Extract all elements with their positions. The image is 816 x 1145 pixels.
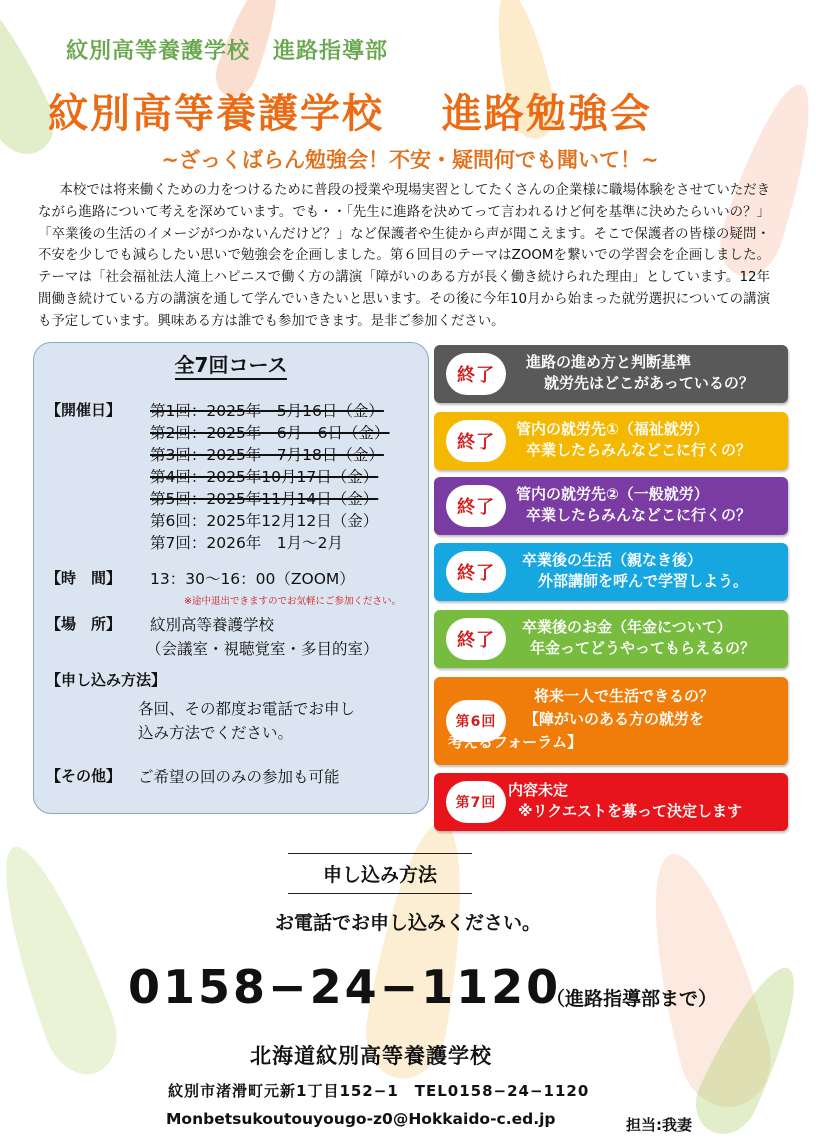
apply-heading: 申し込み方法	[288, 853, 472, 894]
session-7-badge: 第7回	[446, 781, 506, 823]
other-value: ご希望の回のみの参加も可能	[138, 768, 340, 786]
session-5-date: 第5回：2025年11月14日（金）	[150, 490, 379, 508]
apply-method-label: 【申し込み方法】	[46, 671, 167, 689]
session-1-panel	[434, 345, 788, 403]
apply-method-line2: 込み方法でください。	[138, 724, 294, 742]
session-4-date: 第4回：2025年10月17日（金）	[150, 468, 379, 486]
session-1-date: 第1回：2025年 5月16日（金）	[150, 402, 384, 420]
school-address: 紋別市渚滑町元新1丁目152−1 TEL0158−24−1120	[168, 1082, 590, 1100]
finished-badge: 終了	[446, 485, 506, 527]
phone-note: （進路指導部まで）	[546, 988, 718, 1010]
session-4-panel	[434, 543, 788, 601]
school-name: 北海道紋別高等養護学校	[250, 1044, 492, 1068]
phone-number[interactable]: 0158−24−1120	[128, 960, 562, 1014]
session-7-panel	[434, 773, 788, 831]
place-rooms: （会議室・視聴覚室・多目的室）	[146, 640, 379, 658]
course-title: 全7回コース	[34, 349, 428, 378]
session-7-date: 第7回：2026年 1月～2月	[150, 534, 344, 552]
apply-method-line1: 各回、その都度お電話でお申し	[138, 700, 356, 718]
staff-in-charge: 担当:我妻	[626, 1116, 692, 1134]
session-6-topic: 将来一人で生活できるの？ 【障がいのある方の就労を 考えるフォーラム】	[448, 687, 715, 751]
intro-paragraph: 本校では将来働くための力をつけるために普段の授業や現場実習としてたくさんの企業様に職場体験をさせていただきながら進路について考えを深めています。でも・・「先生に進路を決めてって言われるけど何を基準に決めたらいいの？」「卒業後の生活のイメージがつかないんだけど？」など保護者や生徒から声が聞こえます。そこで保護者の皆様の疑問・不安を少しでも減らしたい思いで勉強会を企画しました。第６回目のテーマはZOOMを繋いでの学習会を企画しました。テーマは「社会福祉法人滝上ハピニスで働く方の講演「障がいのある方が長く働き続けられた理由」としています。12年間働き続けている方の講演を通して学んでいきたいと思います。その後に今年10月から始まった就労選択についての講演も予定しています。興味ある方は誰でも参加できます。是非ご参加ください。	[38, 183, 770, 329]
contact-email[interactable]: Monbetsukoutouyougo-z0@Hokkaido-c.ed.jp	[166, 1110, 556, 1128]
session-6-badge: 第6回	[446, 700, 506, 742]
session-3-panel	[434, 477, 788, 535]
session-4-topic: 卒業後の生活（親なき後） 外部講師を呼んで学習しよう。	[522, 551, 749, 590]
place-label: 【場 所】	[46, 615, 122, 633]
finished-badge: 終了	[446, 353, 506, 395]
session-1-topic: 進路の進め方と判断基準 就労先はどこがあっているの？	[526, 353, 754, 392]
session-5-panel	[434, 610, 788, 668]
time-label: 【時 間】	[46, 569, 122, 587]
other-label: 【その他】	[46, 767, 122, 785]
page-title: 紋別高等養護学校 進路勉強会	[48, 91, 652, 137]
session-2-date: 第2回：2025年 6月 6日（金）	[150, 424, 390, 442]
session-2-topic: 管内の就労先①（福祉就労） 卒業したらみんなどこに行くの？	[516, 420, 752, 459]
session-7-topic: 内容未定 ※リクエストを募って決定します	[508, 781, 742, 820]
apply-instruction: お電話でお申し込みください。	[274, 912, 541, 934]
finished-badge: 終了	[446, 551, 506, 593]
page-subtitle: ~ざっくばらん勉強会！不安・疑問何でも聞いて！~	[161, 148, 659, 172]
session-5-topic: 卒業後のお金（年金について） 年金ってどうやってもらえるの？	[522, 618, 756, 657]
leaf-decoration	[0, 835, 129, 1084]
date-label: 【開催日】	[46, 401, 122, 419]
session-6-panel	[434, 677, 788, 765]
finished-badge: 終了	[446, 420, 506, 462]
session-2-panel	[434, 412, 788, 470]
time-value: 13：30～16：00（ZOOM）	[150, 570, 355, 588]
department-name: 紋別高等養護学校 進路指導部	[66, 39, 389, 64]
time-note: ※途中退出できますのでお気軽にご参加ください。	[184, 596, 401, 607]
session-3-topic: 管内の就労先②（一般就労） 卒業したらみんなどこに行くの？	[516, 485, 752, 524]
finished-badge: 終了	[446, 618, 506, 660]
place-name: 紋別高等養護学校	[150, 616, 275, 634]
session-3-date: 第3回：2025年 7月18日（金）	[150, 446, 384, 464]
course-info-box	[33, 342, 429, 814]
session-6-date: 第6回：2025年12月12日（金）	[150, 512, 379, 530]
